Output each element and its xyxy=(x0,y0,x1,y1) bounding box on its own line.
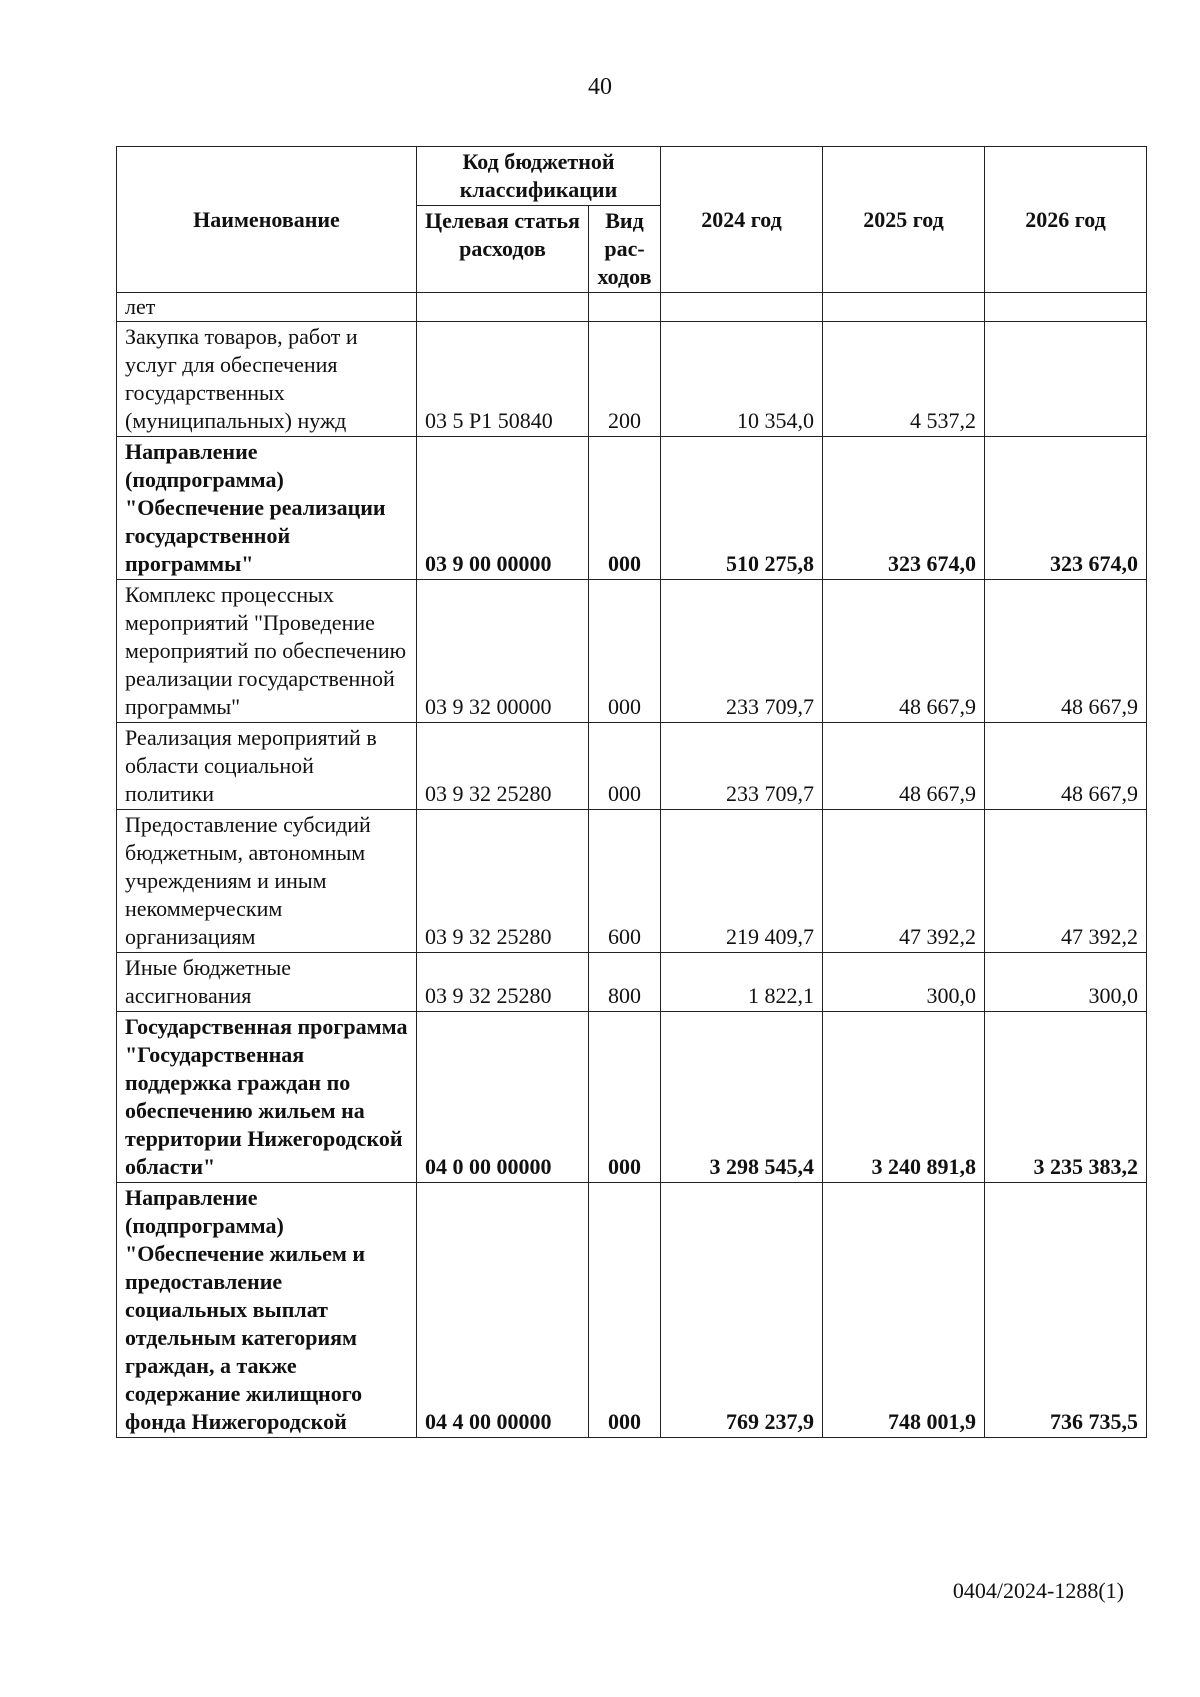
row-expense-type: 000 xyxy=(589,1012,661,1183)
row-code: 03 5 P1 50840 xyxy=(417,322,589,437)
table-row xyxy=(117,723,1147,810)
row-expense-type: 600 xyxy=(589,810,661,953)
table-row xyxy=(117,1183,1147,1438)
header-year-2026: 2026 год xyxy=(985,147,1147,293)
header-year-2025: 2025 год xyxy=(823,147,985,293)
row-code: 03 9 00 00000 xyxy=(417,437,589,580)
row-value-2025 xyxy=(823,293,985,322)
row-code: 04 4 00 00000 xyxy=(417,1183,589,1438)
row-expense-type: 800 xyxy=(589,953,661,1012)
row-value-2024: 510 275,8 xyxy=(661,437,823,580)
row-name: Предоставление субсидий бюджетным, автономным учреждениям и иным некоммерческим организациям xyxy=(117,810,417,953)
row-code: 03 9 32 25280 xyxy=(417,810,589,953)
row-name: Комплекс процессных мероприятий "Проведение мероприятий по обеспечению реализации государственной программы" xyxy=(117,580,417,723)
row-value-2026 xyxy=(985,322,1147,437)
table-row xyxy=(117,810,1147,953)
row-value-2024: 769 237,9 xyxy=(661,1183,823,1438)
row-value-2026: 323 674,0 xyxy=(985,437,1147,580)
table-row xyxy=(117,322,1147,437)
row-expense-type xyxy=(589,293,661,322)
row-expense-type: 200 xyxy=(589,322,661,437)
row-code: 03 9 32 25280 xyxy=(417,723,589,810)
row-expense-type: 000 xyxy=(589,723,661,810)
row-name: Реализация мероприятий в области социальной политики xyxy=(117,723,417,810)
page-number: 40 xyxy=(588,74,612,100)
row-value-2025: 323 674,0 xyxy=(823,437,985,580)
table-row xyxy=(117,293,1147,322)
table-row xyxy=(117,953,1147,1012)
row-name: Закупка товаров, работ и услуг для обеспечения государственных (муниципальных) нужд xyxy=(117,322,417,437)
table-header-row xyxy=(117,147,1147,206)
row-name: Направление (подпрограмма) "Обеспечение реализации государственной программы" xyxy=(117,437,417,580)
row-value-2025: 48 667,9 xyxy=(823,580,985,723)
row-value-2026: 47 392,2 xyxy=(985,810,1147,953)
row-value-2026: 736 735,5 xyxy=(985,1183,1147,1438)
table-row xyxy=(117,580,1147,723)
row-value-2026: 300,0 xyxy=(985,953,1147,1012)
row-expense-type: 000 xyxy=(589,1183,661,1438)
header-year-2024: 2024 год xyxy=(661,147,823,293)
row-value-2024: 233 709,7 xyxy=(661,580,823,723)
row-value-2024: 219 409,7 xyxy=(661,810,823,953)
document-registration-code: 0404/2024-1288(1) xyxy=(952,1578,1124,1603)
row-expense-type: 000 xyxy=(589,437,661,580)
row-value-2024: 233 709,7 xyxy=(661,723,823,810)
row-value-2026: 48 667,9 xyxy=(985,723,1147,810)
row-value-2024 xyxy=(661,293,823,322)
header-target-article: Целевая статья расходов xyxy=(417,206,589,293)
row-code: 04 0 00 00000 xyxy=(417,1012,589,1183)
row-value-2025: 4 537,2 xyxy=(823,322,985,437)
row-code: 03 9 32 00000 xyxy=(417,580,589,723)
row-value-2025: 3 240 891,8 xyxy=(823,1012,985,1183)
row-expense-type: 000 xyxy=(589,580,661,723)
row-value-2026: 3 235 383,2 xyxy=(985,1012,1147,1183)
table-row xyxy=(117,437,1147,580)
row-name: Направление (подпрограмма) "Обеспечение жильем и предоставление социальных выплат отдельным категориям граждан, а также содержание жилищного фонда Нижегородской xyxy=(117,1183,417,1438)
row-value-2026: 48 667,9 xyxy=(985,580,1147,723)
row-name: Государственная программа "Государственная поддержка граждан по обеспечению жильем на территории Нижегородской области" xyxy=(117,1012,417,1183)
row-value-2024: 10 354,0 xyxy=(661,322,823,437)
row-code xyxy=(417,293,589,322)
row-name: Иные бюджетные ассигнования xyxy=(117,953,417,1012)
row-value-2024: 1 822,1 xyxy=(661,953,823,1012)
header-expense-type: Вид рас-ходов xyxy=(589,206,661,293)
row-value-2025: 748 001,9 xyxy=(823,1183,985,1438)
row-value-2024: 3 298 545,4 xyxy=(661,1012,823,1183)
row-value-2026 xyxy=(985,293,1147,322)
budget-table xyxy=(116,146,1147,1438)
row-name: лет xyxy=(117,293,417,322)
row-value-2025: 300,0 xyxy=(823,953,985,1012)
table-row xyxy=(117,1012,1147,1183)
row-code: 03 9 32 25280 xyxy=(417,953,589,1012)
row-value-2025: 48 667,9 xyxy=(823,723,985,810)
header-name: Наименование xyxy=(117,147,417,293)
row-value-2025: 47 392,2 xyxy=(823,810,985,953)
header-code-group: Код бюджетной классификации xyxy=(417,147,661,206)
